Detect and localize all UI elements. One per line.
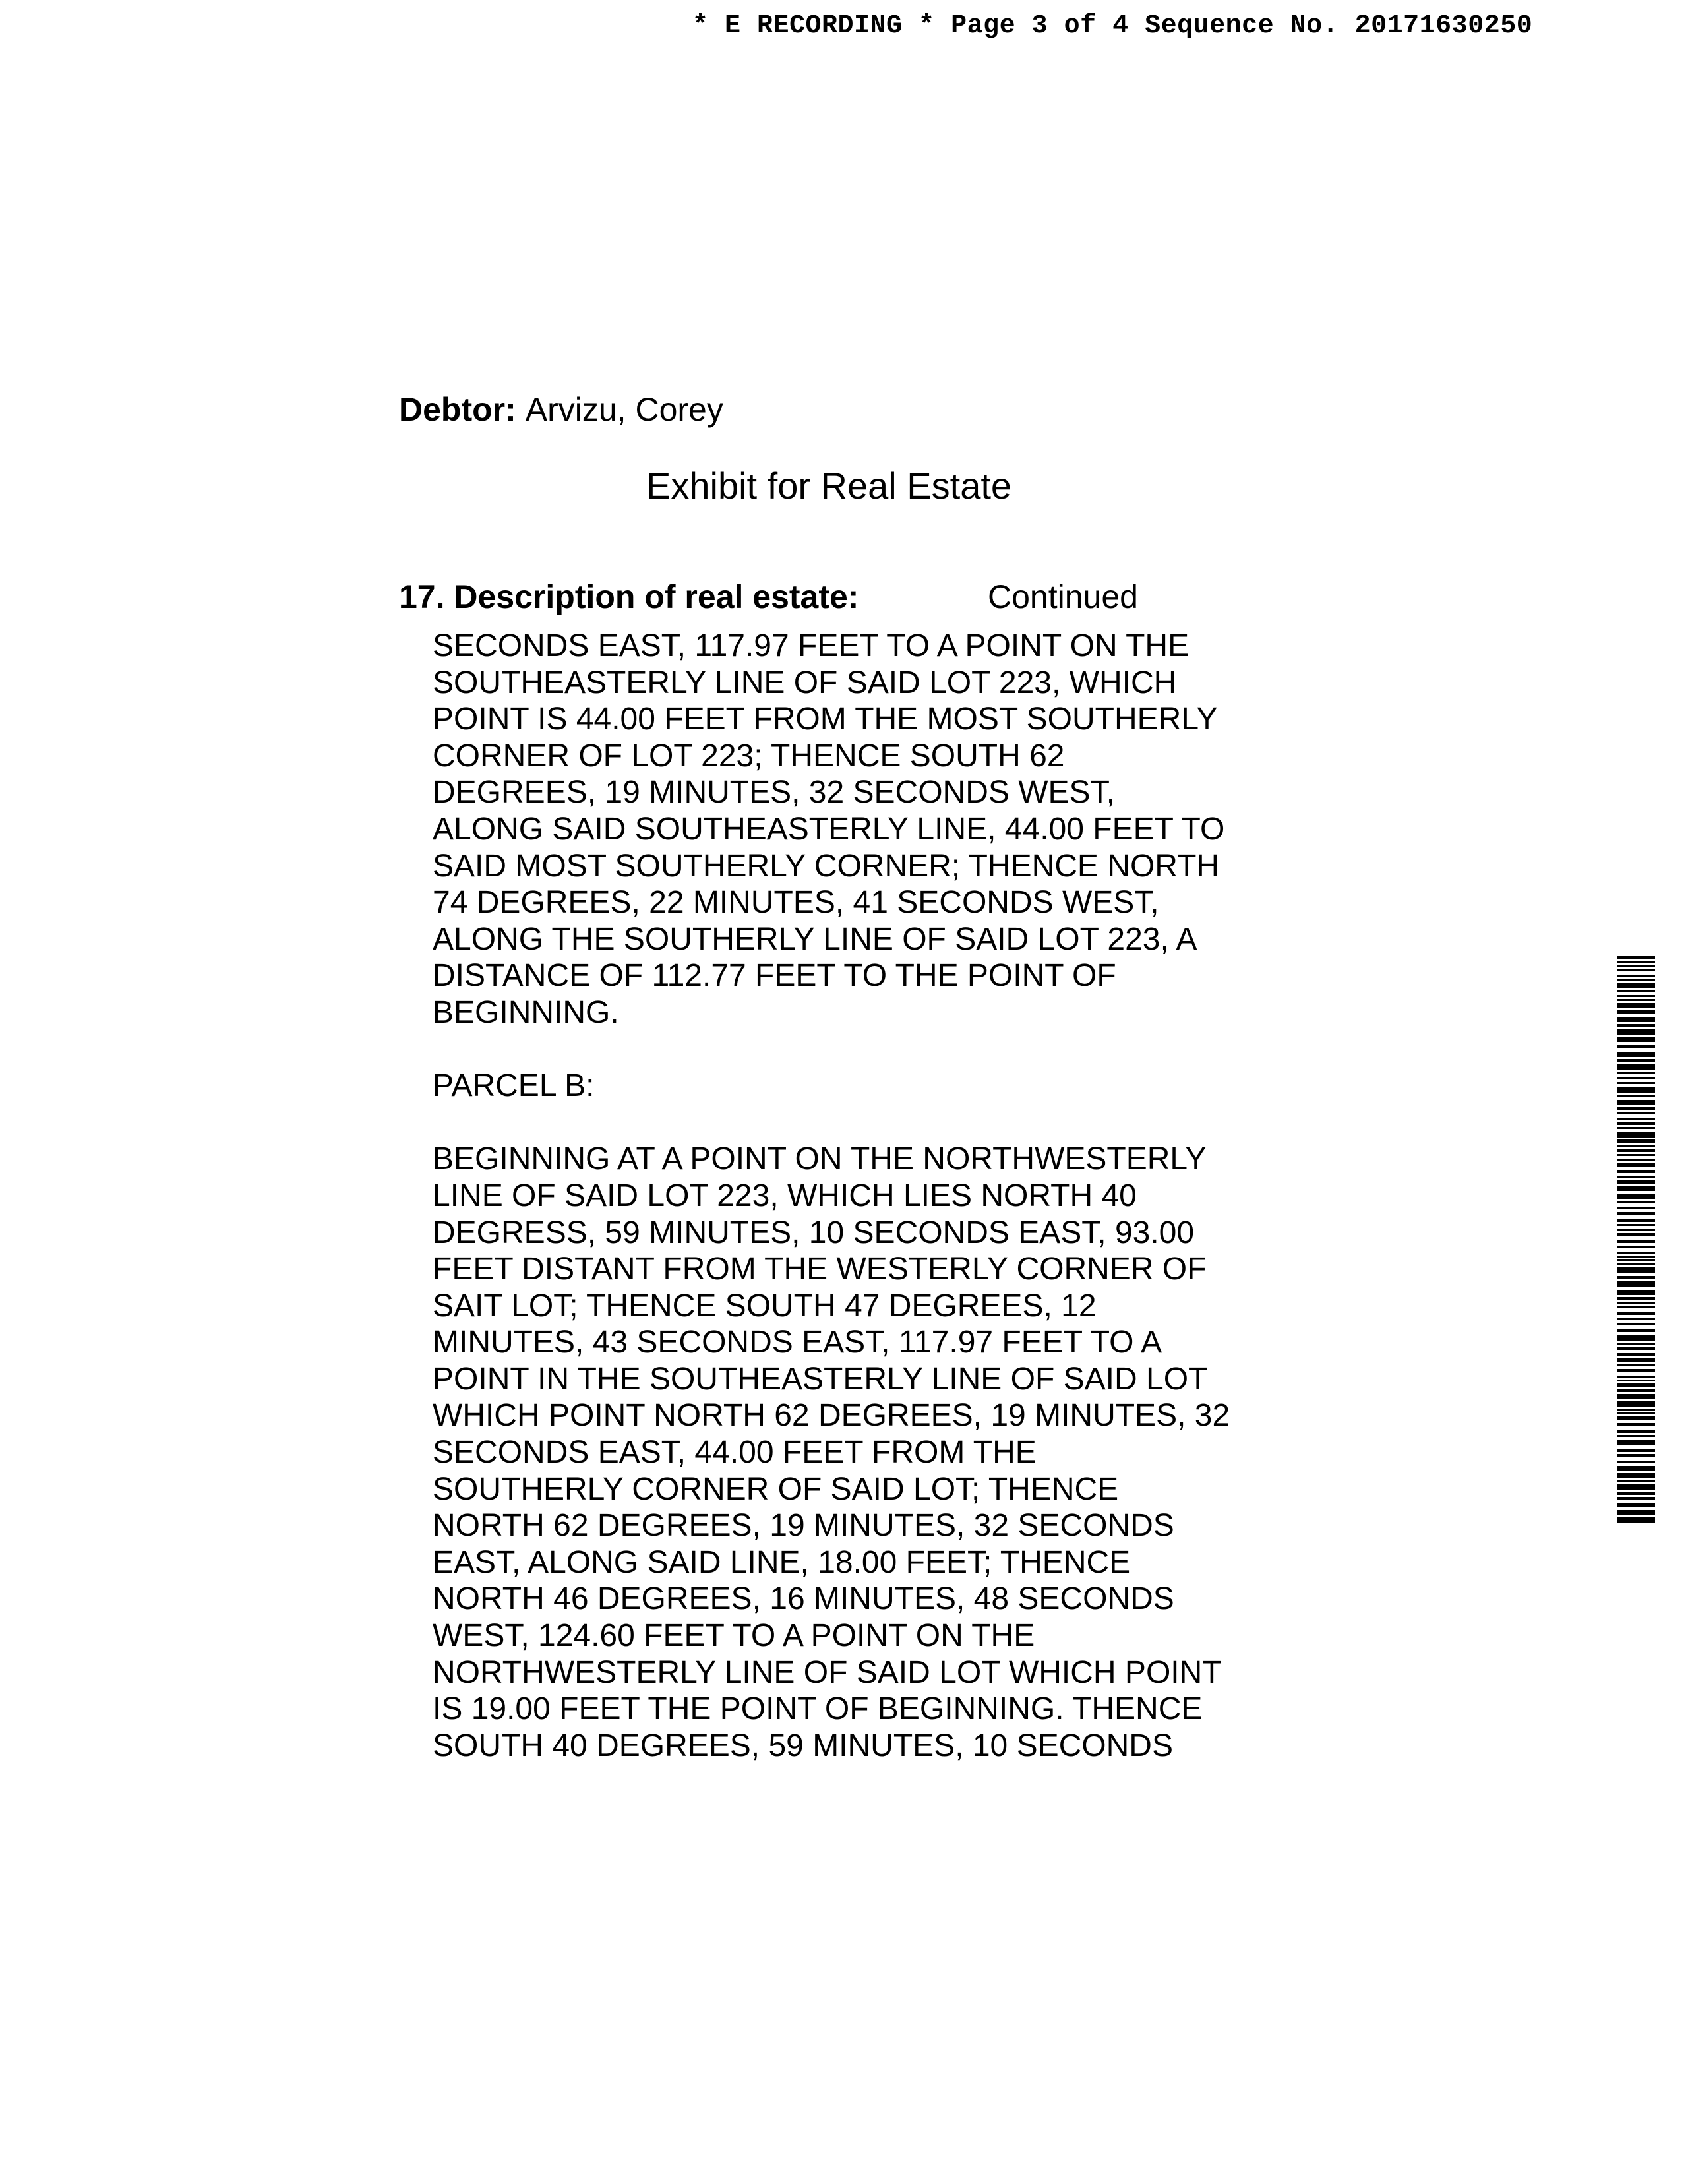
recording-header: * E RECORDING * Page 3 of 4 Sequence No. 20171630250 [692, 11, 1533, 41]
description-line: PARCEL B: [433, 1068, 595, 1104]
description-line: SAIT LOT; THENCE SOUTH 47 DEGREES, 12 [433, 1288, 1097, 1323]
description-body [433, 628, 1303, 1764]
description-line: SOUTH 40 DEGREES, 59 MINUTES, 10 SECONDS [433, 1728, 1173, 1763]
description-line: NORTH 46 DEGREES, 16 MINUTES, 48 SECONDS [433, 1581, 1174, 1617]
description-line: DISTANCE OF 112.77 FEET TO THE POINT OF [433, 958, 1116, 994]
description-line: BEGINNING. [433, 994, 619, 1030]
exhibit-title: Exhibit for Real Estate [646, 465, 1012, 506]
description-line: MINUTES, 43 SECONDS EAST, 117.97 FEET TO A [433, 1325, 1162, 1360]
description-line: SAID MOST SOUTHERLY CORNER; THENCE NORTH [433, 848, 1220, 884]
description-line [433, 1031, 1303, 1068]
description-line: POINT IS 44.00 FEET FROM THE MOST SOUTHERLY [433, 702, 1218, 737]
description-line: EAST, ALONG SAID LINE, 18.00 FEET; THENCE [433, 1544, 1131, 1580]
description-line: SECONDS EAST, 117.97 FEET TO A POINT ON THE [433, 628, 1190, 663]
description-line: DEGRESS, 59 MINUTES, 10 SECONDS EAST, 93.00 [433, 1215, 1195, 1250]
description-line [433, 1105, 1303, 1141]
description-line: NORTHWESTERLY LINE OF SAID LOT WHICH POINT [433, 1654, 1222, 1690]
description-line: DEGREES, 19 MINUTES, 32 SECONDS WEST, [433, 775, 1115, 810]
description-line: LINE OF SAID LOT 223, WHICH LIES NORTH 40 [433, 1178, 1137, 1213]
description-line: POINT IN THE SOUTHEASTERLY LINE OF SAID LOT [433, 1361, 1208, 1397]
description-line: FEET DISTANT FROM THE WESTERLY CORNER OF [433, 1252, 1207, 1287]
description-line: 74 DEGREES, 22 MINUTES, 41 SECONDS WEST, [433, 885, 1159, 921]
description-line: CORNER OF LOT 223; THENCE SOUTH 62 [433, 738, 1065, 774]
description-line: SOUTHERLY CORNER OF SAID LOT; THENCE [433, 1471, 1119, 1507]
description-line: WHICH POINT NORTH 62 DEGREES, 19 MINUTES, 32 [433, 1398, 1230, 1434]
description-line: ALONG SAID SOUTHEASTERLY LINE, 44.00 FEET TO [433, 811, 1225, 847]
section-status: Continued [988, 578, 1138, 615]
description-line: SOUTHEASTERLY LINE OF SAID LOT 223, WHICH [433, 665, 1177, 700]
debtor-line [399, 389, 723, 430]
debtor-label: Debtor: [399, 391, 516, 428]
description-line: WEST, 124.60 FEET TO A POINT ON THE [433, 1618, 1035, 1654]
description-line: NORTH 62 DEGREES, 19 MINUTES, 32 SECONDS [433, 1508, 1174, 1544]
description-line: ALONG THE SOUTHERLY LINE OF SAID LOT 223, A [433, 921, 1197, 957]
description-line: BEGINNING AT A POINT ON THE NORTHWESTERLY [433, 1141, 1207, 1177]
debtor-name: Arvizu, Corey [525, 391, 723, 428]
barcode-icon [1617, 956, 1655, 1523]
description-line: SECONDS EAST, 44.00 FEET FROM THE [433, 1435, 1037, 1471]
description-line: IS 19.00 FEET THE POINT OF BEGINNING. THENCE [433, 1691, 1203, 1727]
section-heading: 17. Description of real estate: [399, 578, 859, 615]
